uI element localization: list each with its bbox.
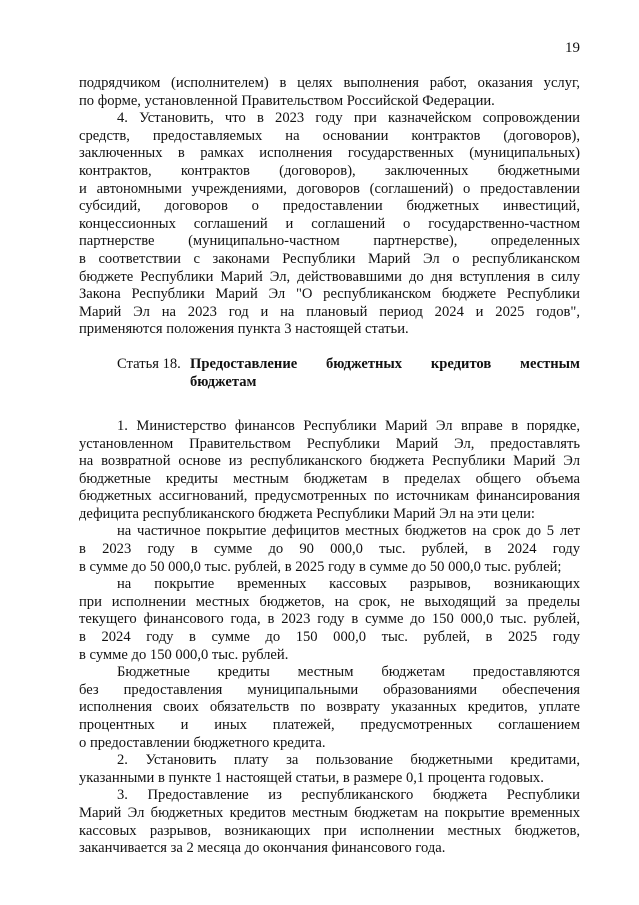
text-line: концессионных соглашений и соглашений о государственно-частном	[79, 215, 580, 232]
section-2	[79, 752, 580, 787]
text-line: Бюджетные кредиты местным бюджетам предоставляются	[117, 664, 580, 681]
text-line: Марий Эл бюджетных кредитов местным бюджетам на покрытие временных	[79, 804, 580, 821]
text-line: процентных и иных платежей, предусмотренных соглашением	[79, 717, 580, 733]
text-line: применяются положения пункта 3 настоящей статьи.	[79, 321, 409, 338]
text-line: установленном Правительством Республики Марий Эл, предоставлять	[79, 435, 580, 452]
article-title-line: бюджетам	[190, 373, 257, 390]
text-line: заканчивается за 2 месяца до окончания финансового года.	[79, 840, 446, 857]
text-line: о предоставлении бюджетного кредита.	[79, 734, 326, 751]
text-line: на частичное покрытие дефицитов местных бюджетов на срок до 5 лет	[117, 523, 580, 540]
text-line: в сумме до 150 000,0 тыс. рублей.	[79, 646, 289, 663]
text-line: на покрытие временных кассовых разрывов, возникающих	[117, 576, 580, 593]
article-title	[190, 356, 580, 391]
text-line: 4. Установить, что в 2023 году при казначейском сопровождении	[117, 110, 580, 127]
text-line: субсидий, договоров о предоставлении бюджетных инвестиций,	[79, 198, 580, 215]
section-1-note	[79, 664, 580, 752]
text-line: и автономными учреждениями, договоров (соглашений) о предоставлении	[79, 180, 580, 197]
text-line: 1. Министерство финансов Республики Марий Эл вправе в порядке,	[117, 417, 580, 434]
text-line: кассовых разрывов, возникающих при исполнении местных бюджетов,	[79, 822, 580, 839]
article-heading	[79, 356, 580, 392]
section-3	[79, 787, 580, 857]
document-body	[79, 75, 580, 858]
section-1-item-b	[79, 576, 580, 664]
text-line: исполнения своих обязательств по возврату указанных кредитов, уплате	[79, 699, 580, 716]
text-line: средств, предоставляемых на основании контрактов (договоров),	[79, 127, 580, 144]
text-line: подрядчиком (исполнителем) в целях выполнения работ, оказания услуг,	[79, 75, 580, 91]
section-1	[79, 418, 580, 524]
text-line: в сумме до 50 000,0 тыс. рублей, в 2025 году в сумме до 50 000,0 тыс. рублей;	[79, 558, 562, 575]
text-line: Закона Республики Марий Эл "О республиканском бюджете Республики	[79, 286, 580, 303]
text-line: на возвратной основе из республиканского бюджета Республики Марий Эл	[79, 453, 580, 470]
text-line: бюджетные кредиты местным бюджетам в пределах общего объема	[79, 470, 580, 487]
text-line: заключенных в рамках исполнения государственных (муниципальных)	[79, 145, 580, 162]
section-1-item-a	[79, 523, 580, 576]
text-line: при исполнении местных бюджетов, на срок, не выходящий за пределы	[79, 593, 580, 610]
paragraph-continuation	[79, 75, 580, 110]
paragraph-4	[79, 110, 580, 339]
text-line: 2. Установить плату за пользование бюджетными кредитами,	[117, 752, 580, 769]
text-line: в 2024 году в сумме до 150 000,0 тыс. рублей, в 2025 году	[79, 629, 580, 646]
text-line: без предоставления муниципальными образованиями обеспечения	[79, 681, 580, 698]
text-line: по форме, установленной Правительством Российской Федерации.	[79, 92, 495, 109]
text-line: Марий Эл на 2023 год и на плановый период 2024 и 2025 годов",	[79, 303, 580, 320]
text-line: в соответствии с законами Республики Марий Эл о республиканском	[79, 250, 580, 267]
text-line: бюджетных ассигнований, предусмотренных по источникам финансирования	[79, 488, 580, 505]
page-number: 19	[565, 40, 580, 56]
text-line: текущего финансового года, в 2023 году в сумме до 150 000,0 тыс. рублей,	[79, 611, 580, 628]
article-title-line: Предоставление бюджетных кредитов местным	[190, 355, 580, 372]
text-line: в 2023 году в сумме до 90 000,0 тыс. рублей, в 2024 году	[79, 541, 580, 558]
text-line: 3. Предоставление из республиканского бюджета Республики	[117, 787, 580, 804]
text-line: указанными в пункте 1 настоящей статьи, в размере 0,1 процента годовых.	[79, 769, 544, 786]
article-label: Статья 18.	[117, 355, 181, 372]
text-line: контрактов, контрактов (договоров), заключенных бюджетными	[79, 162, 580, 179]
text-line: партнерстве (муниципально-частном партнерстве), определенных	[79, 233, 580, 250]
text-line: дефицита республиканского бюджета Республики Марий Эл на эти цели:	[79, 505, 535, 522]
text-line: бюджете Республики Марий Эл, действовавшими до дня вступления в силу	[79, 268, 580, 285]
